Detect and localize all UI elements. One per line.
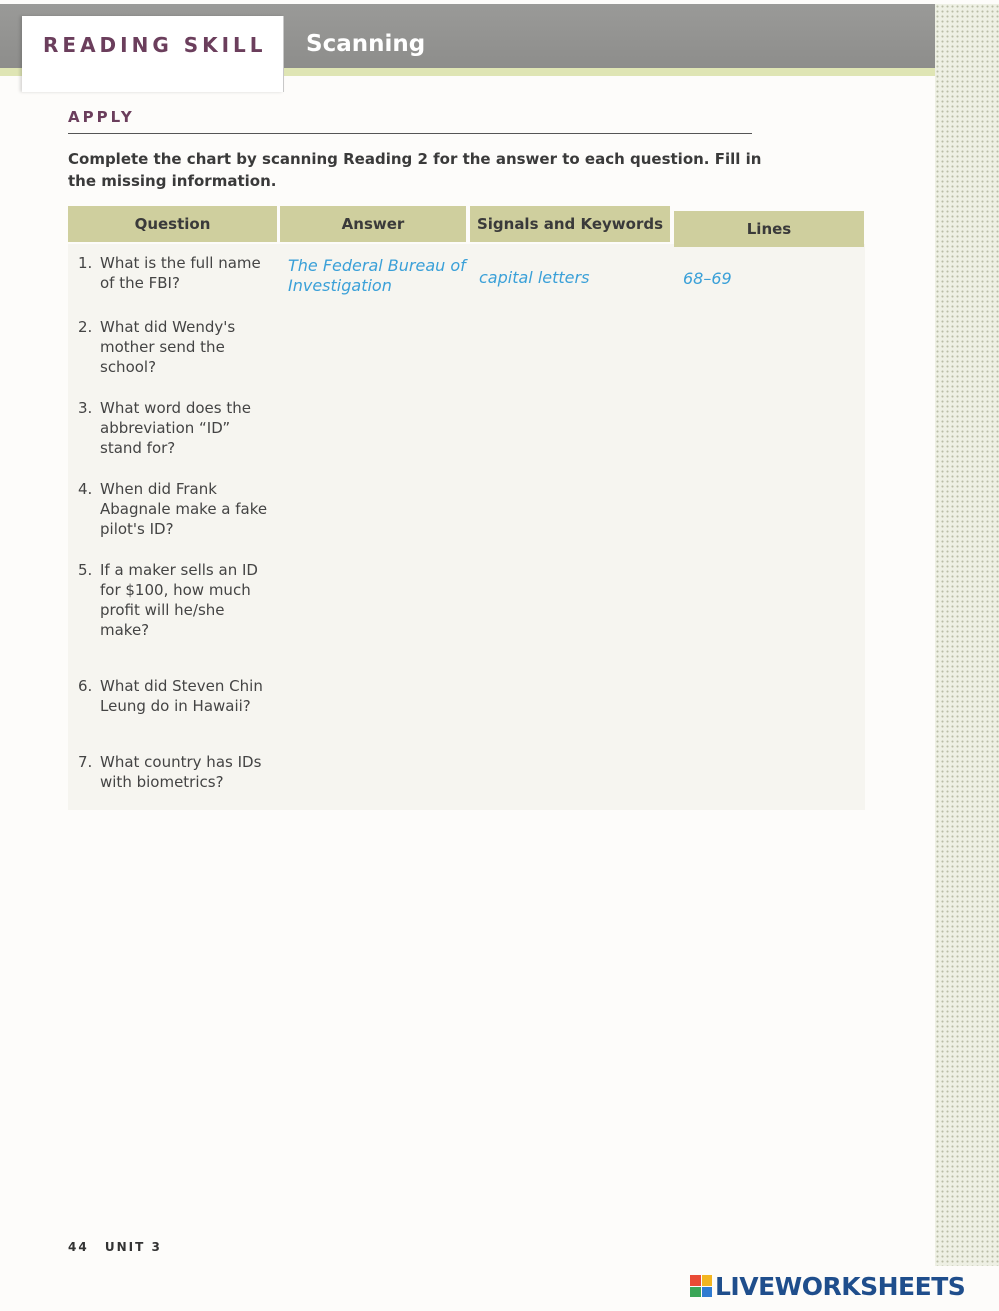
header-question: Question xyxy=(68,206,277,242)
signals-cell-5[interactable] xyxy=(479,560,664,640)
lines-cell-7[interactable] xyxy=(683,752,853,792)
skill-title: Scanning xyxy=(306,31,426,57)
question-number: 3. xyxy=(78,399,93,417)
question-row-3 xyxy=(78,398,273,458)
answer-cell-4[interactable] xyxy=(288,479,466,539)
signals-cell-4[interactable] xyxy=(479,479,664,539)
question-text: What did Wendy's mother send the school? xyxy=(100,318,236,376)
watermark-text: LIVEWORKSHEETS xyxy=(715,1271,966,1301)
header-signals: Signals and Keywords xyxy=(470,206,670,242)
question-number: 2. xyxy=(78,318,93,336)
question-number: 5. xyxy=(78,561,93,579)
lines-cell-1[interactable]: 68–69 xyxy=(683,269,732,288)
answer-cell-5[interactable] xyxy=(288,560,466,640)
unit-label: UNIT 3 xyxy=(104,1240,162,1254)
answer-cell-2[interactable] xyxy=(288,317,466,377)
question-row-7 xyxy=(78,752,273,792)
question-text: What is the full name of the FBI? xyxy=(100,254,261,292)
question-text: If a maker sells an ID for $100, how much profit will he/she make? xyxy=(100,561,258,639)
question-row-4 xyxy=(78,479,273,539)
lines-cell-4[interactable] xyxy=(683,479,853,539)
section-divider xyxy=(68,133,752,134)
answer-cell-3[interactable] xyxy=(288,398,466,458)
question-text: What did Steven Chin Leung do in Hawaii? xyxy=(100,677,263,715)
question-number: 1. xyxy=(78,254,93,272)
signals-cell-7[interactable] xyxy=(479,752,664,792)
instructions: Complete the chart by scanning Reading 2 for the answer to each question. Fill in the missing information. xyxy=(68,150,762,190)
reading-skill-label: READING SKILL xyxy=(43,33,267,57)
liveworksheets-watermark xyxy=(690,1270,965,1302)
question-number: 4. xyxy=(78,480,93,498)
question-text: What country has IDs with biometrics? xyxy=(100,753,262,791)
liveworksheets-logo-icon xyxy=(690,1275,712,1297)
page-number: 44 xyxy=(68,1240,89,1254)
question-row-5 xyxy=(78,560,273,640)
section-label: APPLY xyxy=(68,108,135,126)
lines-cell-5[interactable] xyxy=(683,560,853,640)
answer-cell-6[interactable] xyxy=(288,676,466,716)
answer-cell-7[interactable] xyxy=(288,752,466,792)
question-number: 7. xyxy=(78,753,93,771)
question-text: When did Frank Abagnale make a fake pilot's ID? xyxy=(100,480,268,538)
dotted-margin xyxy=(935,4,999,1266)
signals-cell-3[interactable] xyxy=(479,398,664,458)
header-lines: Lines xyxy=(674,211,864,247)
page-footer xyxy=(68,1240,162,1254)
question-row-1 xyxy=(78,253,273,293)
question-row-6 xyxy=(78,676,273,716)
header-answer: Answer xyxy=(280,206,466,242)
lines-cell-2[interactable] xyxy=(683,317,853,377)
signals-cell-2[interactable] xyxy=(479,317,664,377)
signals-cell-6[interactable] xyxy=(479,676,664,716)
lines-cell-3[interactable] xyxy=(683,398,853,458)
answer-cell-1[interactable]: The Federal Bureau of Investigation xyxy=(288,256,466,295)
question-row-2 xyxy=(78,317,273,377)
question-number: 6. xyxy=(78,677,93,695)
lines-cell-6[interactable] xyxy=(683,676,853,716)
question-text: What word does the abbreviation “ID” stand for? xyxy=(100,399,251,457)
signals-cell-1[interactable]: capital letters xyxy=(479,268,590,287)
